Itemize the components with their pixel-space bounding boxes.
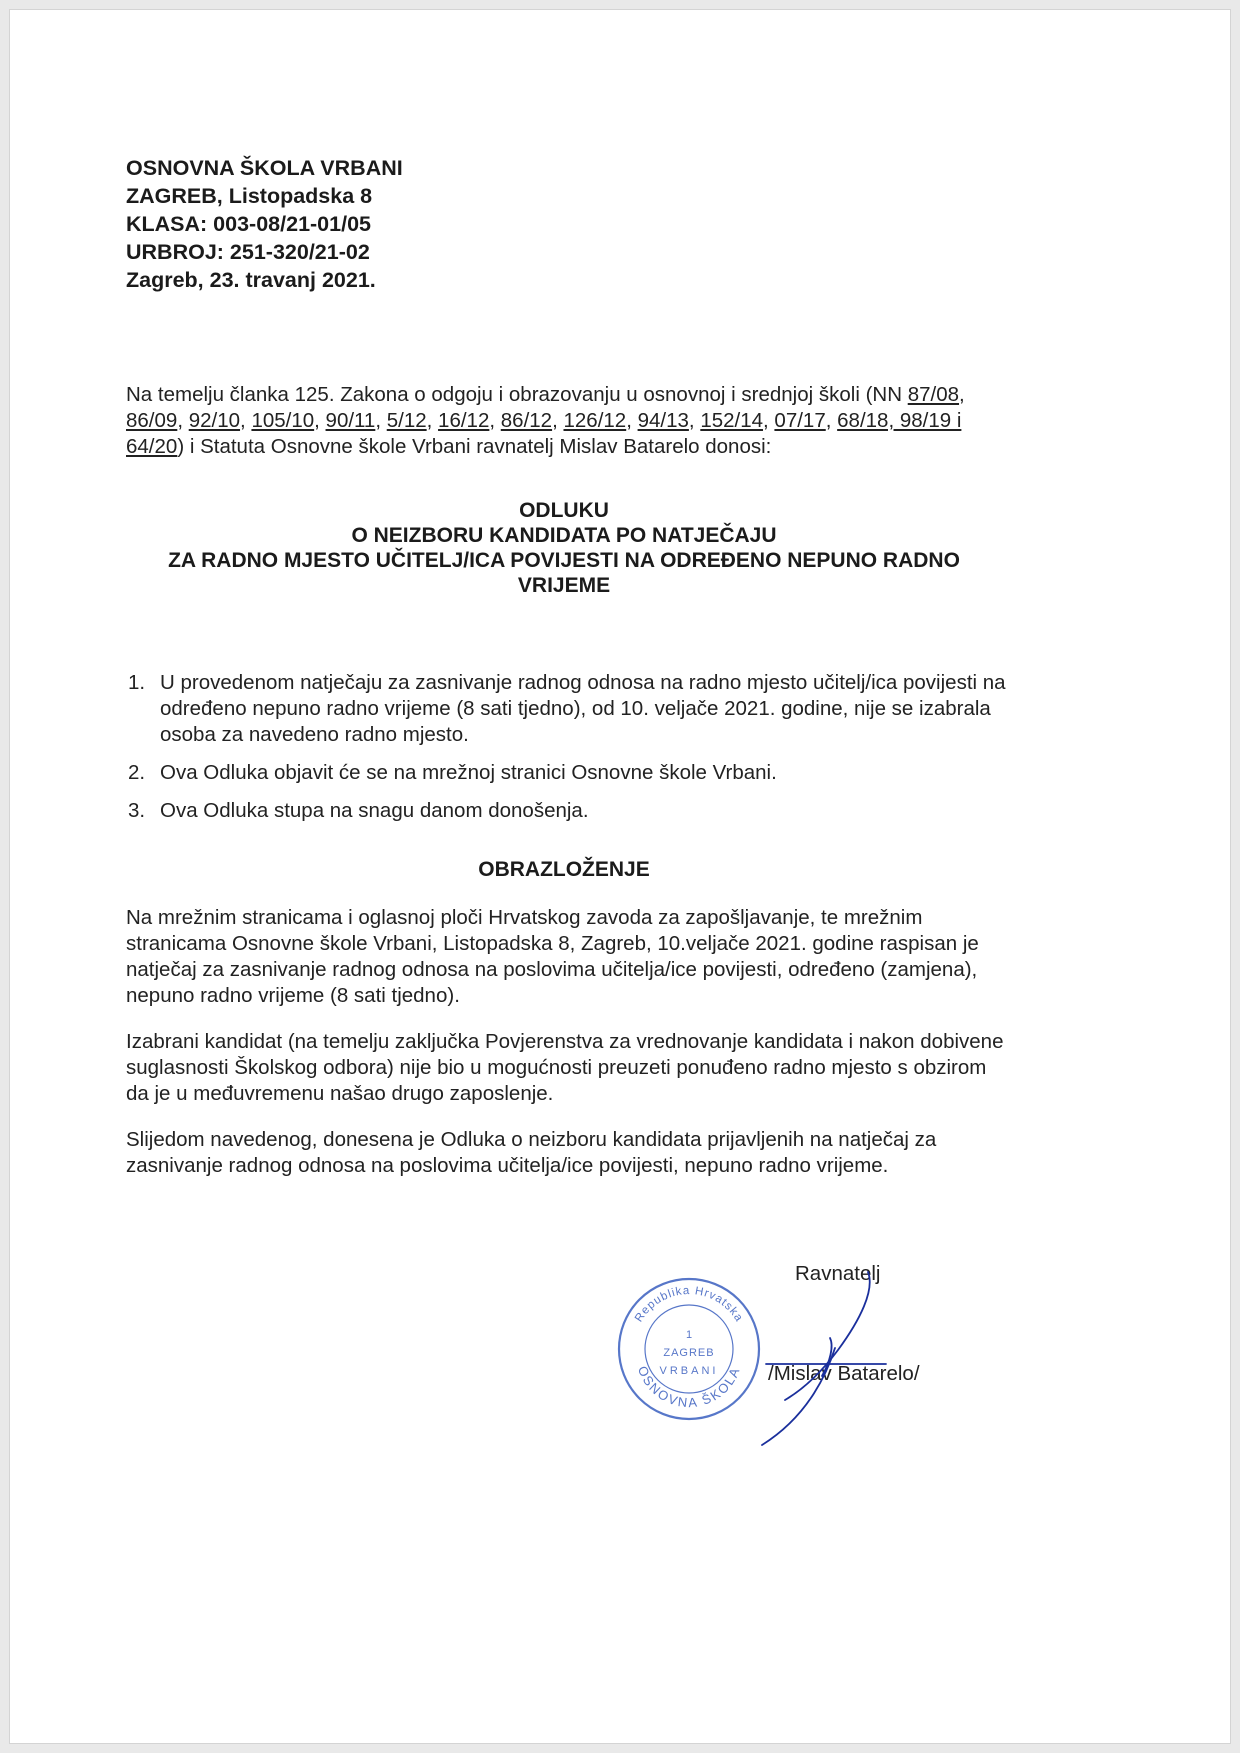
stamp-number: 1 [685,1329,693,1341]
law-reference: 87/08 [907,383,960,406]
law-reference: 86/12 [500,409,553,432]
stamp-top-text: Republika Hrvatska [632,1284,746,1325]
decision-title-line: ZA RADNO MJESTO UČITELJ/ICA POVIJESTI NA ODREĐENO NEPUNO RADNO VRIJEME [168,549,960,597]
intro-paragraph: Na temelju članka 125. Zakona o odgoju i obrazovanju u osnovnoj i srednjoj školi (NN 87/08, 86/09, 92/10, 105/10, 90/11, 5/12, 16/12, 86/12, 126/12, 94/13, 152/14, 07/17, 68/18, 98/19 i 64/20) i Statuta Osnovne škole Vrbani ravnatelj Mislav Batarelo donosi: [126,383,965,458]
decision-title-line: O NEIZBORU KANDIDATA PO NATJEČAJU [351,524,777,547]
item-number: 2. [128,761,146,784]
law-reference: 68/18, 98/19 i 64/20 [126,409,962,458]
item-text: Ova Odluka objavit će se na mrežnoj stranici Osnovne škole Vrbani. [160,761,777,784]
document-header [126,154,403,294]
list-item [126,670,1006,748]
law-reference: 94/13 [637,409,689,432]
signatory-name: /Mislav Batarelo/ [768,1362,920,1385]
item-number: 1. [128,671,146,694]
handwritten-signature [710,1250,910,1450]
item-text: U provedenom natječaju za zasnivanje radnog odnosa na radno mjesto učitelj/ica povijesti na određeno nepuno radno vrijeme (8 sati tjedno), od 10. veljače 2021. godine, nije se izabrala osoba za navedeno radno mjesto. [160,671,1006,746]
intro-suffix: ) i Statuta Osnovne škole Vrbani ravnatelj Mislav Batarelo donosi: [177,435,772,458]
law-reference: 86/09 [126,409,178,432]
law-reference: 152/14 [700,409,764,432]
decision-items [126,670,1006,836]
list-item [126,798,1006,824]
stamp-city: ZAGREB [663,1347,715,1359]
law-reference: 126/12 [563,409,627,432]
list-item [126,760,1006,786]
stamp-bottom-text: OSNOVNA ŠKOLA [634,1363,744,1411]
item-number: 3. [128,799,146,822]
law-reference: 105/10 [251,409,315,432]
klasa-number: KLASA: 003-08/21-01/05 [126,212,371,236]
urbroj-number: URBROJ: 251-320/21-02 [126,240,370,264]
law-reference: 92/10 [188,409,241,432]
law-reference: 07/17 [774,409,826,432]
reasoning-paragraph: Slijedom navedenog, donesena je Odluka o neizboru kandidata prijavljenih na natječaj za zasnivanje radnog odnosa na poslovima učitelja/ice povijesti, nepuno radno vrijeme. [126,1128,937,1177]
law-reference: 90/11 [325,409,376,432]
signatory-title: Ravnatelj [795,1262,881,1285]
item-text: Ova Odluka stupa na snagu danom donošenja. [160,799,589,822]
law-reference: 5/12 [386,409,427,432]
school-name: OSNOVNA ŠKOLA VRBANI [126,156,403,180]
document-date: Zagreb, 23. travanj 2021. [126,268,376,292]
reasoning-heading: OBRAZLOŽENJE [478,858,650,881]
stamp-side-text: VRBANI [659,1365,719,1377]
intro-prefix: Na temelju članka 125. Zakona o odgoju i obrazovanju u osnovnoj i srednjoj školi (NN [126,383,908,406]
reasoning-paragraph: Izabrani kandidat (na temelju zaključka Povjerenstva za vrednovanje kandidata i nakon dobivene suglasnosti Školskog odbora) nije bio u mogućnosti preuzeti ponuđeno radno mjesto s obzirom da je u međuvremenu našao drugo zaposlenje. [126,1030,1004,1105]
reasoning-body [126,905,1006,1199]
document-page [10,10,1230,1743]
law-reference: 16/12 [438,409,490,432]
decision-title-line: ODLUKU [519,499,609,522]
decision-title [126,498,1002,598]
school-address: ZAGREB, Listopadska 8 [126,184,373,208]
reasoning-paragraph: Na mrežnim stranicama i oglasnoj ploči Hrvatskog zavoda za zapošljavanje, te mrežnim stranicama Osnovne škole Vrbani, Listopadska 8, Zagreb, 10.veljače 2021. godine raspisan je natječaj za zasnivanje radnog odnosa na poslovima učitelja/ice povijesti, određeno (zamjena), nepuno radno vrijeme (8 sati tjedno). [126,906,979,1007]
